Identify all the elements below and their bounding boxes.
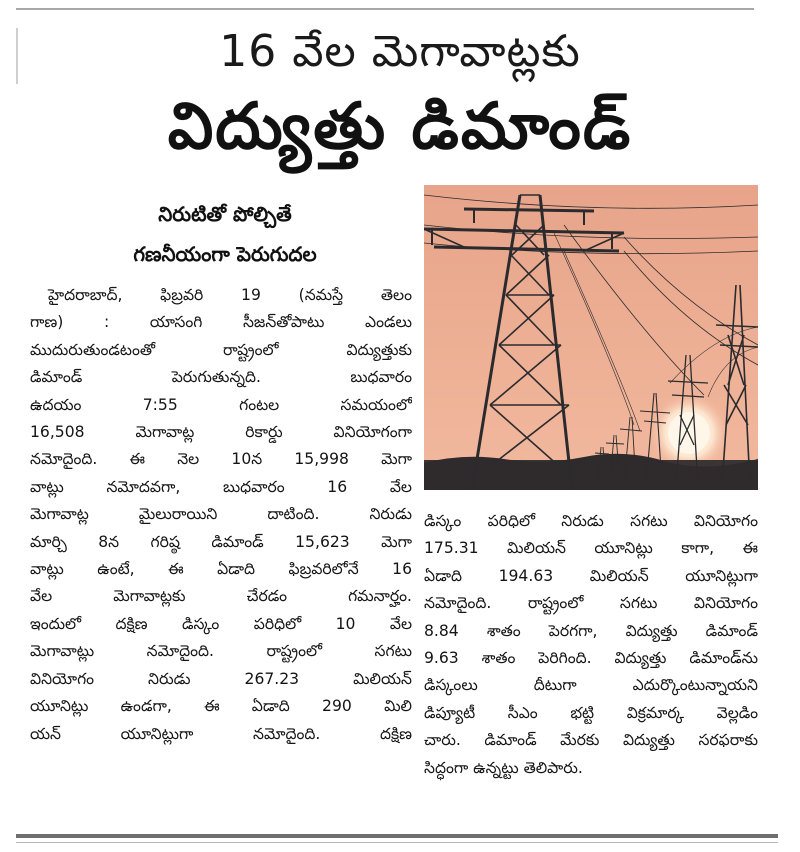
body-line: సిద్ధంగా ఉన్నట్టు తెలిపారు.	[424, 758, 583, 777]
body-line: ముదురుతుండటంతో రాష్ట్రంలో విద్యుత్తుకు	[30, 340, 412, 359]
bottom-rule-thin	[16, 842, 778, 843]
body-line: మెగావాట్ల మైలురాయిని దాటింది. నిరుడు	[30, 505, 412, 524]
body-line: ఇందులో దక్షిణ డిస్కం పరిధిలో 10 వేల	[30, 614, 412, 633]
body-line: హైదరాబాద్, ఫిబ్రవరి 19 (నమస్తే తెలం	[48, 286, 412, 304]
body-line: డిస్కంలు దీటుగా ఎదుర్కొంటున్నాయని	[424, 676, 758, 695]
body-line: గాణ) : యాసంగి సీజన్‌తోపాటు ఎండలు	[30, 313, 412, 332]
body-line: యన్ యూనిట్లుగా నమోదైంది. దక్షిణ	[30, 724, 412, 743]
body-line: 16,508 మెగావాట్ల రికార్డు వినియోగంగా	[30, 423, 412, 442]
body-line: మెగావాట్లు నమోదైంది. రాష్ట్రంలో సగటు	[30, 642, 412, 661]
subheadline-line-1: నిరుటితో పోల్చితే	[158, 202, 292, 226]
subheadline-line-2: గణనీయంగా పెరుగుదల	[133, 242, 317, 266]
body-line: చారు. డిమాండ్ మేరకు విద్యుత్తు సరఫరాకు	[424, 731, 758, 750]
body-line: వినియోగం నిరుడు 267.23 మిలియన్	[30, 669, 412, 688]
body-line: డిప్యూటీ సీఎం భట్టి విక్రమార్క వెల్లడిం	[424, 703, 758, 722]
bottom-rule	[16, 834, 778, 838]
body-line: వాట్లు ఉంటే, ఈ ఏడాది ఫిబ్రవరిలోనే 16	[30, 560, 412, 579]
headline-line-2: విద్యుత్తు డిమాండ్	[167, 90, 633, 164]
body-line: నమోదైంది. ఈ నెల 10న 15,998 మెగా	[30, 450, 412, 469]
headline-line-1: 16 వేల మెగావాట్లకు	[219, 26, 581, 77]
body-line: మార్చి 8న గరిష్ఠ డిమాండ్ 15,623 మెగా	[30, 532, 412, 551]
body-line: యూనిట్లు ఉండగా, ఈ ఏడాది 290 మిలి	[30, 697, 412, 716]
article-body-left-column	[30, 282, 412, 748]
article-body-right-column	[424, 508, 758, 782]
body-line: 8.84 శాతం పెరగగా, విద్యుత్తు డిమాండ్	[424, 621, 758, 640]
body-line: 175.31 మిలియన్ యూనిట్లు కాగా, ఈ	[424, 539, 758, 558]
body-line: డిస్కం పరిధిలో నిరుడు సగటు వినియోగం	[424, 512, 758, 530]
body-line: నమోదైంది. రాష్ట్రంలో సగటు వినియోగం	[424, 594, 758, 613]
power-towers-photo	[424, 185, 758, 490]
body-line: 9.63 శాతం పెరిగింది. విద్యుత్తు డిమాండ్‌ను	[424, 649, 758, 668]
body-line: డిమాండ్ పెరుగుతున్నది. బుధవారం	[30, 368, 412, 387]
body-line: వేల మెగావాట్లకు చేరడం గమనార్హం.	[30, 587, 412, 606]
body-line: ఉదయం 7:55 గంటల సమయంలో	[30, 395, 412, 414]
body-line: ఏడాది 194.63 మిలియన్ యూనిట్లుగా	[424, 566, 758, 585]
body-line: వాట్లు నమోదవగా, బుధవారం 16 వేల	[30, 477, 412, 496]
top-rule	[16, 8, 754, 10]
